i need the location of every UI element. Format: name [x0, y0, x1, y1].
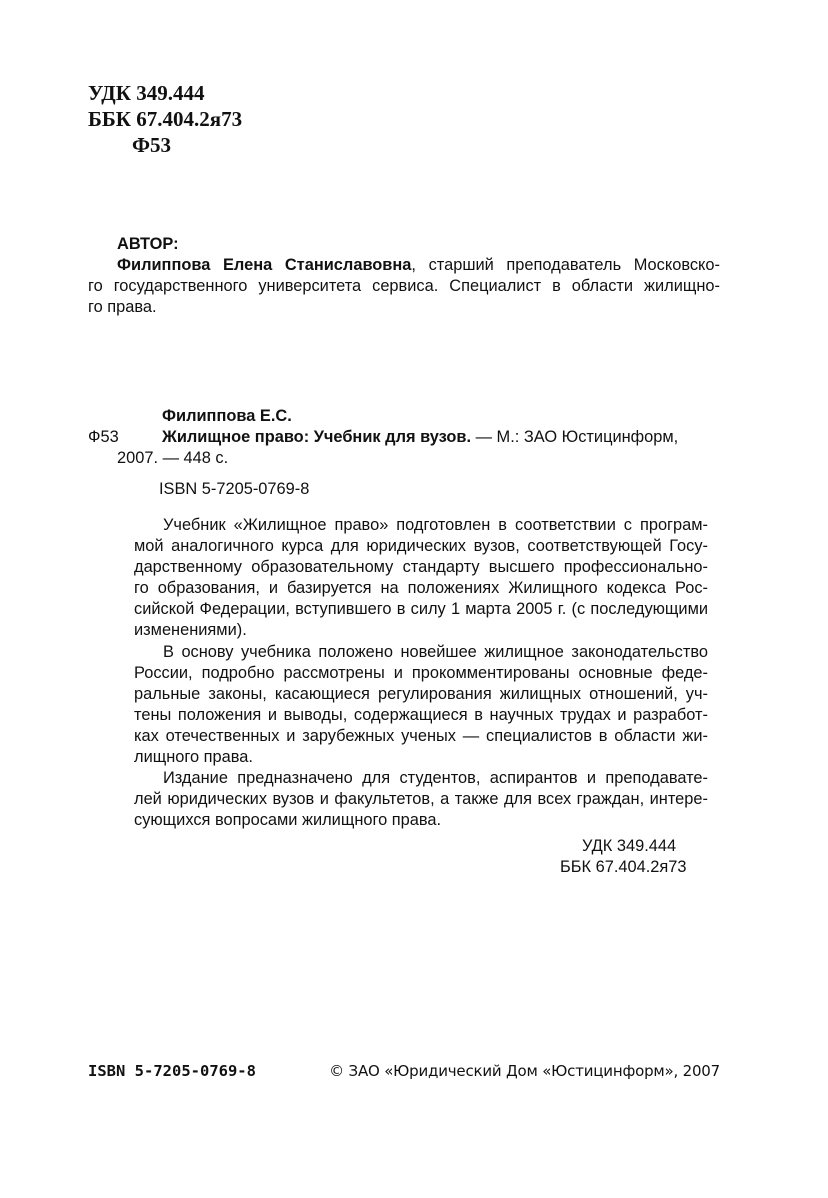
annotation	[134, 515, 708, 831]
annotation-paragraph-1	[134, 515, 708, 642]
annotation-line: сующихся вопросами жилищного права.	[134, 811, 442, 830]
annotation-line: России, подробно рассмотрены и прокомментированы основные феде-	[134, 663, 708, 682]
annotation-line: мой аналогичного курса для юридических вузов, соответствующей Госу-	[134, 537, 708, 556]
author-line-1	[88, 255, 720, 276]
annotation-paragraph-3	[134, 768, 708, 831]
footer	[88, 1061, 720, 1083]
udk-code: УДК 349.444	[88, 81, 205, 105]
author-desc-1: , старший преподаватель Московско-	[411, 256, 720, 275]
card-publication: — М.: ЗАО Юстицинформ,	[471, 428, 679, 447]
annotation-paragraph-2	[134, 642, 708, 769]
card-author-mark: Ф53	[88, 428, 119, 447]
annotation-line: ральные законы, касающиеся регулирования жилищных отношений, уч-	[134, 684, 708, 703]
author-heading: АВТОР:	[117, 235, 179, 253]
top-classification	[88, 80, 242, 158]
card-title-line	[88, 427, 720, 448]
annotation-line: В основу учебника положено новейшее жилищное законодательство	[163, 642, 708, 661]
author-mark: Ф53	[132, 133, 172, 157]
footer-copyright: © ЗАО «Юридический Дом «Юстицинформ», 2007	[329, 1062, 720, 1080]
annotation-line: тены положения и выводы, содержащиеся в научных трудах и разработ-	[134, 705, 708, 724]
card-author: Филиппова Е.С.	[162, 407, 292, 425]
annotation-line: ках отечественных и зарубежных ученых — специалистов в области жи-	[134, 726, 708, 745]
card-bbk: ББК 67.404.2я73	[560, 858, 687, 877]
author-line-3: го права.	[88, 298, 157, 317]
annotation-line: лищного права.	[134, 748, 253, 767]
annotation-line: Издание предназначено для студентов, аспирантов и преподавате-	[163, 769, 708, 788]
author-section	[88, 234, 720, 318]
card-year-pages: 2007. — 448 с.	[117, 449, 229, 468]
annotation-line: дарственному образовательному стандарту высшего профессионально-	[134, 558, 708, 577]
annotation-line: сийской Федерации, вступившего в силу 1 марта 2005 г. (с последующими	[134, 600, 708, 619]
card-title: Жилищное право: Учебник для вузов.	[162, 428, 472, 447]
annotation-line: Учебник «Жилищное право» подготовлен в соответствии с програм-	[163, 516, 708, 534]
card-classification	[560, 836, 708, 878]
annotation-line: лей юридических вузов и факультетов, а также для всех граждан, интере-	[134, 790, 708, 809]
card-udk: УДК 349.444	[582, 837, 677, 855]
annotation-line: го образования, и базируется на положениях Жилищного кодекса Рос-	[134, 579, 708, 598]
author-line-2: го государственного университета сервиса. Специалист в области жилищно-	[88, 277, 720, 296]
bbk-code: ББК 67.404.2я73	[88, 107, 243, 131]
catalog-card	[88, 406, 720, 500]
author-name: Филиппова Елена Станиславовна	[117, 256, 412, 275]
footer-isbn: ISBN 5-7205-0769-8	[88, 1062, 256, 1080]
annotation-line: изменениями).	[134, 621, 247, 640]
card-isbn: ISBN 5-7205-0769-8	[159, 480, 310, 499]
